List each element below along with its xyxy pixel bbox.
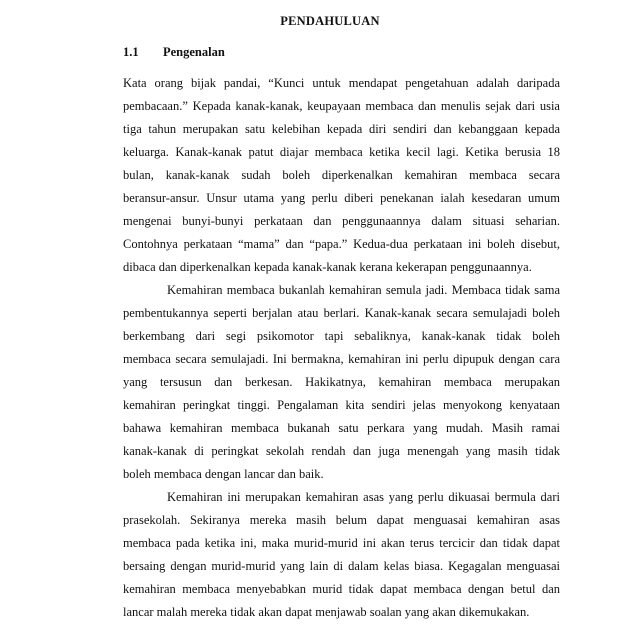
paragraph-1-line-8: Contohnya perkataan “mama” dan “papa.” Kedua-dua perkataan ini boleh disebut, [123, 237, 560, 251]
paragraph-1-line-3: tiga tahun merupakan satu kelebihan kepada diri sendiri dan kebanggaan kepada [123, 122, 560, 136]
paragraph-3-line-5: kemahiran membaca menyebabkan murid tidak dapat membaca dengan betul dan [123, 582, 560, 596]
paragraph-3-line-1: Kemahiran ini merupakan kemahiran asas yang perlu dikuasai bermula dari [167, 490, 560, 504]
paragraph-1-line-2: pembacaan.” Kepada kanak-kanak, keupayaan membaca dan menulis sejak dari usia [123, 99, 560, 113]
section-title: Pengenalan [163, 45, 225, 59]
paragraph-2-line-5: yang tersusun dan berkesan. Hakikatnya, kemahiran membaca merupakan [123, 375, 560, 389]
paragraph-1-line-4: keluarga. Kanak-kanak patut diajar membaca ketika kecil lagi. Ketika berusia 18 [123, 145, 560, 159]
paragraph-1-line-1: Kata orang bijak pandai, “Kunci untuk mendapat pengetahuan adalah daripada [123, 76, 560, 90]
paragraph-1-line-6: beransur-ansur. Unsur utama yang perlu diberi penekanan ialah kesedaran umum [123, 191, 560, 205]
paragraph-1-line-7: mengenai bunyi-bunyi perkataan dan penggunaannya dalam situasi seharian. [123, 214, 560, 228]
paragraph-2-line-8: kanak-kanak di peringkat sekolah rendah dan juga menengah yang masih tidak [123, 444, 560, 458]
paragraph-1-line-9: dibaca dan diperkenalkan kepada kanak-kanak kerana kekerapan penggunaannya. [123, 260, 532, 274]
paragraph-1-line-5: bulan, kanak-kanak sudah boleh diperkenalkan kemahiran membaca secara [123, 168, 560, 182]
paragraph-2-line-6: kemahiran peringkat tinggi. Pengalaman kita sendiri jelas menyokong kenyataan [123, 398, 560, 412]
paragraph-2-line-1: Kemahiran membaca bukanlah kemahiran semula jadi. Membaca tidak sama [167, 283, 560, 297]
section-number: 1.1 [123, 45, 139, 59]
paragraph-3-line-2: prasekolah. Sekiranya mereka masih belum dapat menguasai kemahiran asas [123, 513, 560, 527]
paragraph-2-line-7: bahawa kemahiran membaca bukanah satu perkara yang mudah. Masih ramai [123, 421, 560, 435]
paragraph-2-line-4: membaca secara semulajadi. Ini bermakna, kemahiran ini perlu dipupuk dengan cara [123, 352, 560, 366]
paragraph-2-line-3: berkembang dari segi psikomotor tapi sebaliknya, kanak-kanak tidak boleh [123, 329, 560, 343]
paragraph-3-line-3: membaca pada ketika ini, maka murid-murid ini akan terus tercicir dan tidak dapat [123, 536, 560, 550]
paragraph-2-line-9: boleh membaca dengan lancar dan baik. [123, 467, 324, 481]
paragraph-2-line-2: pembentukannya seperti berjalan atau berlari. Kanak-kanak secara semulajadi boleh [123, 306, 560, 320]
paragraph-3-line-6: lancar malah mereka tidak akan dapat menjawab soalan yang akan dikemukakan. [123, 605, 530, 619]
chapter-title: PENDAHULUAN [280, 14, 380, 28]
section-heading [123, 45, 225, 60]
paragraph-3-line-4: bersaing dengan murid-murid yang lain di dalam kelas biasa. Kegagalan menguasai [123, 559, 560, 573]
